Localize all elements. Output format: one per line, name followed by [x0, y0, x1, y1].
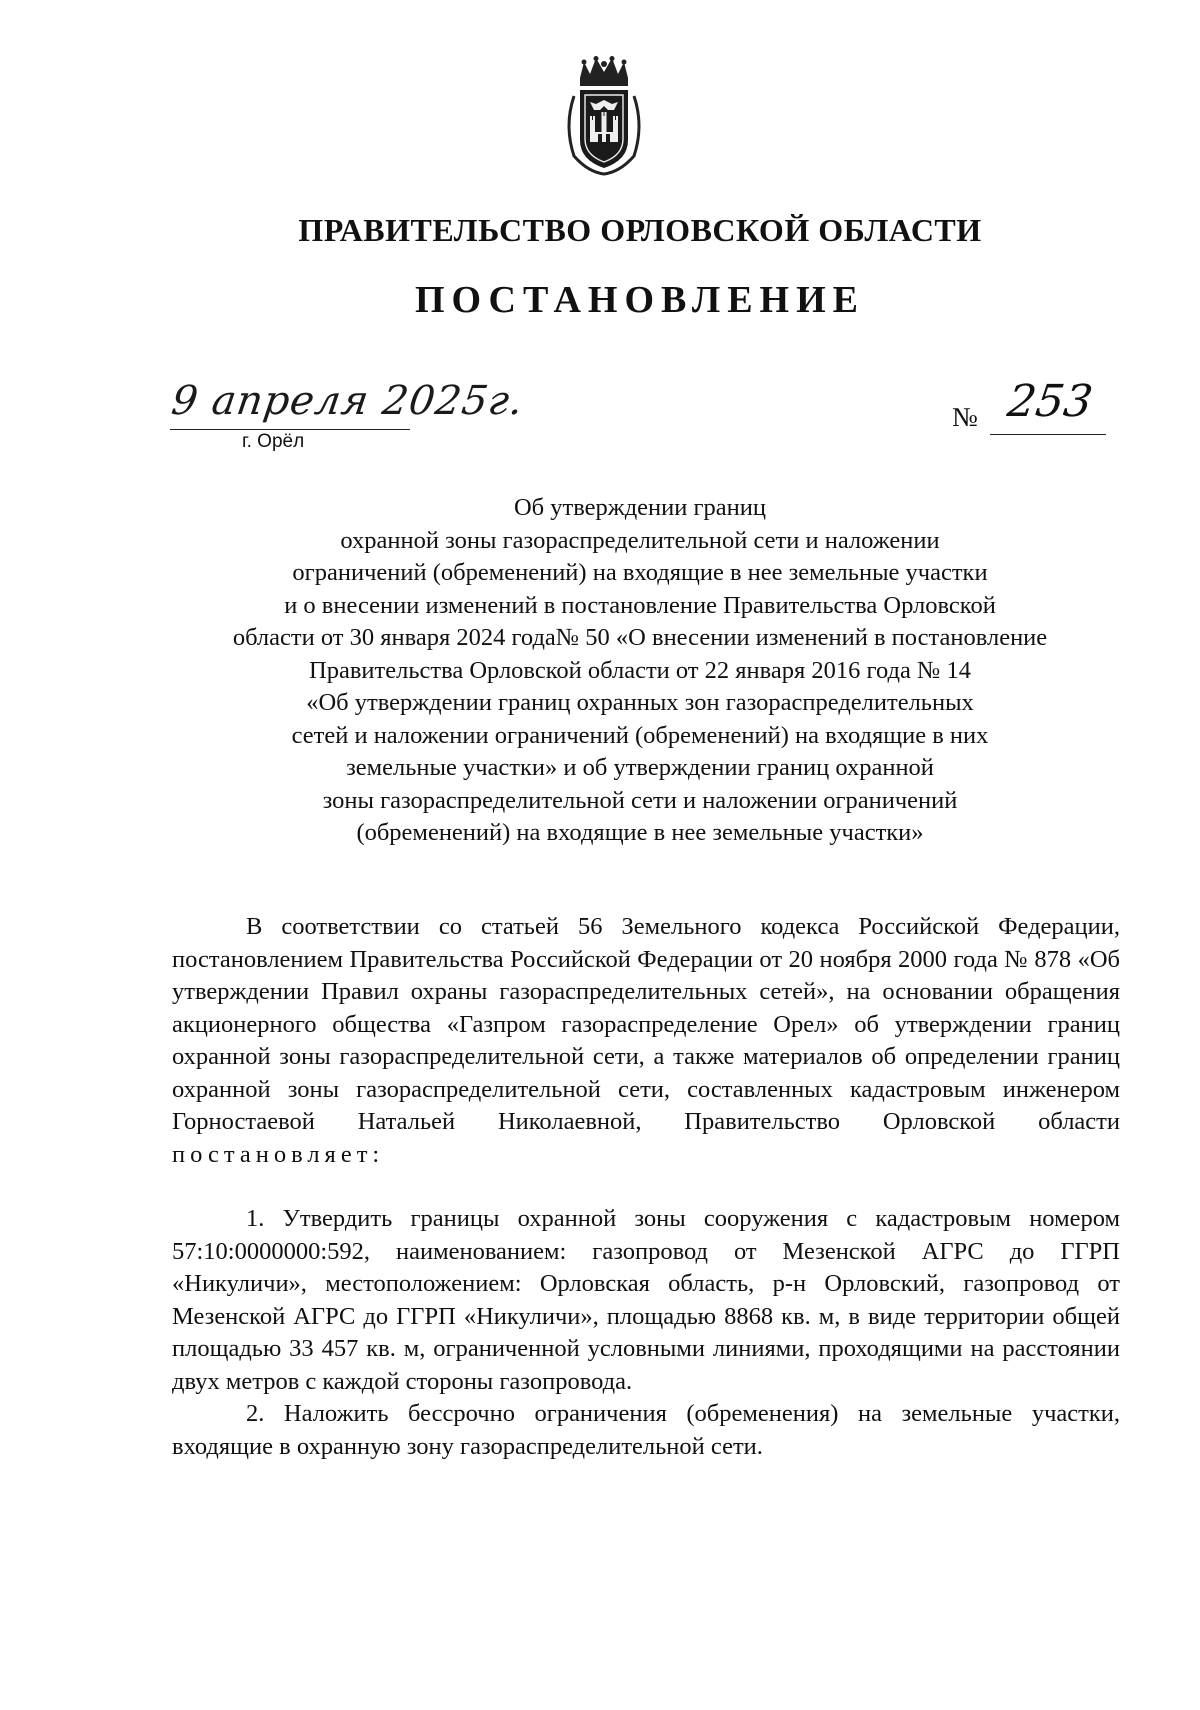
coat-of-arms-emblem — [560, 56, 648, 176]
handwritten-date: 9 апреля 2025г. — [168, 378, 527, 424]
handwritten-number: 253 — [1004, 376, 1096, 427]
document-subject — [160, 492, 1120, 850]
subject-line: Об утверждении границ — [513, 494, 767, 521]
resolves-word: постановляет: — [172, 1140, 385, 1168]
item-2-paragraph: 2. Наложить бессрочно ограничения (обременения) на земельные участки, входящие в охранную зону газораспределительной сети. — [172, 1400, 1120, 1460]
subject-line: «Об утверждении границ охранных зон газораспределительных — [306, 689, 974, 716]
preamble-paragraph — [172, 911, 1120, 1171]
subject-line: и о внесении изменений в постановление Правительства Орловской — [284, 591, 996, 619]
subject-line: ограничений (обременений) на входящие в нее земельные участки — [292, 559, 988, 586]
subject-line: Правительства Орловской области от 22 января 2016 года № 14 — [309, 656, 971, 684]
document-type-heading: ПОСТАНОВЛЕНИЕ — [414, 279, 866, 321]
government-title: ПРАВИТЕЛЬСТВО ОРЛОВСКОЙ ОБЛАСТИ — [298, 212, 982, 248]
subject-line: охранной зоны газораспределительной сети и наложении — [340, 526, 940, 554]
preamble-text: В соответствии со статьей 56 Земельного кодекса Российской Федерации, постановлением Правительства Российской Федерации от 20 ноября 2000 года № 878 «Об утверждении Правил охраны газораспределительных сетей», на основании обращения акционерного общества «Газпром газораспределение Орел» об утверждении границ охранной зоны газораспределительной сети, а также материалов об определении границ охранной зоны газораспределительной сети, составленных кадастровым инженером Горностаевой Натальей Николаевной, Правительство Орловской области — [172, 913, 1120, 1135]
subject-line: сетей и наложении ограничений (обременений) на входящие в них — [291, 721, 989, 749]
subject-line: зоны газораспределительной сети и наложении ограничений — [322, 786, 958, 814]
document-body — [172, 911, 1120, 1463]
item-1-paragraph: 1. Утвердить границы охранной зоны сооружения с кадастровым номером 57:10:0000000:592, наименованием: газопровод от Мезенской АГРС до ГГРП «Никуличи», местоположением: Орловская область, р-н Орловский, газопровод от Мезенской АГРС до ГГРП «Никуличи», площадью 8868 кв. м, в виде территории общей площадью 33 457 кв. м, ограниченной условными линиями, проходящими на расстоянии двух метров с каждой стороны газопровода. — [172, 1205, 1120, 1395]
number-sign: № — [952, 402, 978, 432]
subject-line: (обременений) на входящие в нее земельные участки» — [356, 819, 924, 846]
city-label: г. Орёл — [242, 431, 305, 452]
date-underline — [170, 429, 410, 430]
subject-line: земельные участки» и об утверждении границ охранной — [346, 754, 934, 781]
number-underline — [990, 434, 1106, 435]
subject-line: области от 30 января 2024 года№ 50 «О внесении изменений в постановление — [232, 624, 1048, 651]
